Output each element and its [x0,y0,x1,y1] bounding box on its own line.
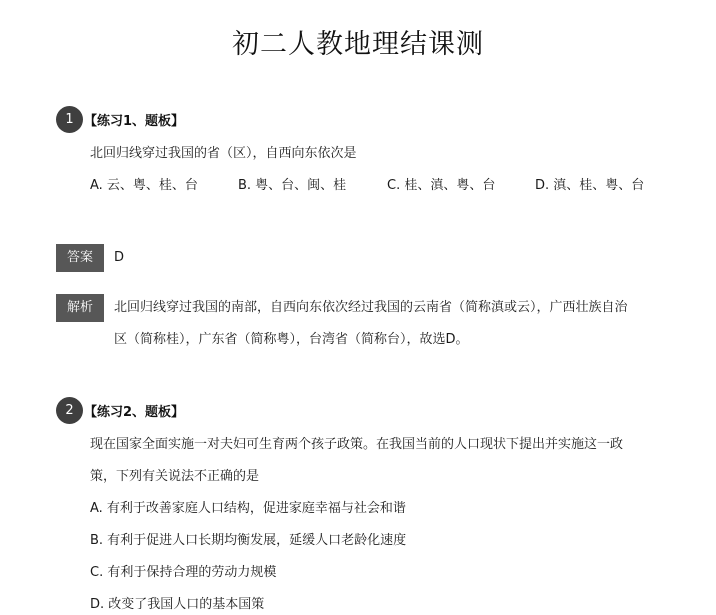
question-stem-line: 策，下列有关说法不正确的是 [90,469,260,484]
answer-value: D [114,250,125,265]
option-a: A. 云、粤、桂、台 [90,178,198,193]
question-number-badge: 1 [56,106,83,133]
option-a: A. 有利于改善家庭人口结构，促进家庭幸福与社会和谐 [90,501,406,516]
answer-tag: 答案 [56,244,104,272]
question-stem-line: 现在国家全面实施一对夫妇可生育两个孩子政策。在我国当前的人口现状下提出并实施这一政 [90,437,624,452]
analysis-tag: 解析 [56,294,104,322]
option-b: B. 有利于促进人口长期均衡发展，延缓人口老龄化速度 [90,533,407,548]
analysis-text-line: 北回归线穿过我国的南部，自西向东依次经过我国的云南省（简称滇或云），广西壮族自治 [114,300,628,315]
analysis-text-line: 区（简称桂），广东省（简称粤），台湾省（简称台），故选D。 [114,332,469,347]
option-c: C. 有利于保持合理的劳动力规模 [90,565,277,580]
page-title: 初二人教地理结课测 [232,29,484,60]
option-b: B. 粤、台、闽、桂 [238,178,347,193]
question-header: 【练习2、题板】 [84,405,185,420]
option-d: D. 改变了我国人口的基本国策 [90,597,265,612]
question-number-badge: 2 [56,397,83,424]
question-stem: 北回归线穿过我国的省（区），自西向东依次是 [90,146,357,161]
option-d: D. 滇、桂、粤、台 [535,178,645,193]
option-c: C. 桂、滇、粤、台 [387,178,496,193]
question-header: 【练习1、题板】 [84,114,185,129]
